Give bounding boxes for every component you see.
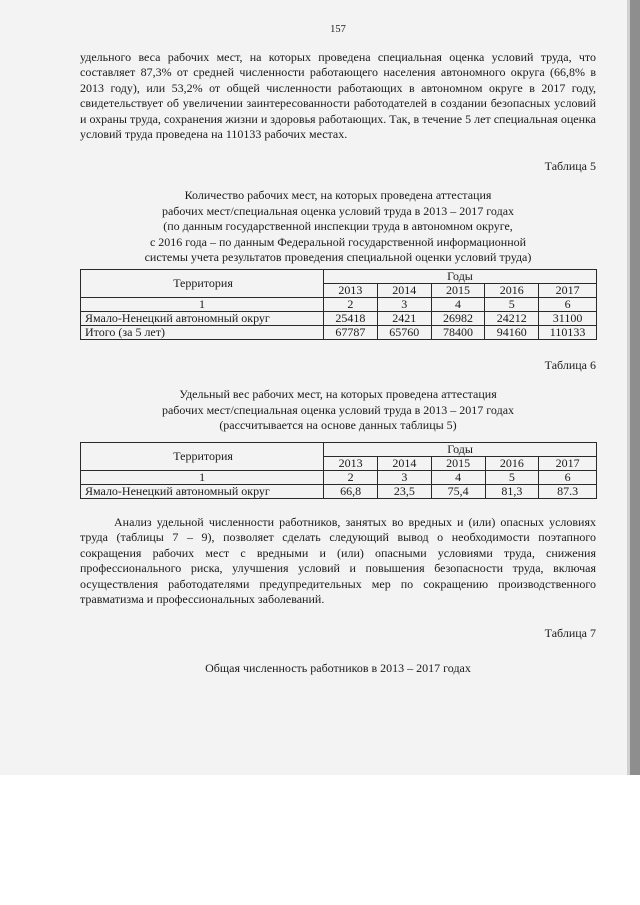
table-header-row: [81, 269, 597, 283]
column-number: 4: [431, 470, 485, 484]
value-cell: 23,5: [378, 484, 432, 498]
column-number: 2: [324, 297, 378, 311]
value-cell: 2421: [377, 311, 431, 325]
column-number: 5: [485, 297, 539, 311]
value-cell: 24212: [485, 311, 539, 325]
column-number-row: [81, 297, 597, 311]
years-header: Годы: [324, 442, 597, 456]
year-cell: 2014: [377, 283, 431, 297]
value-cell: 26982: [431, 311, 485, 325]
column-number: 6: [539, 470, 597, 484]
scan-blank-area: [0, 775, 640, 905]
territory-cell: Ямало-Ненецкий автономный округ: [81, 484, 324, 498]
analysis-paragraph: Анализ удельной численности работников, занятых во вредных и (или) опасных условиях труда (таблицы 7 – 9), позволяет сделать следующий вывод о необходимости поэтапного сокращения рабочих мест с вредными и (или) опасными условиями труда, снижения профессионального риска, улучшения условий и повышения безопасности труда, включая осуществления работодателями предупредительных мер по сокращению производственного травматизма и профессиональных заболеваний.: [80, 514, 596, 606]
table5-caption-line: с 2016 года – по данным Федеральной государственной информационной: [149, 234, 527, 249]
table7-caption: Общая численность работников в 2013 – 2017 годах: [205, 661, 471, 675]
table5-caption-line: системы учета результатов проведения специальной оценки условий труда): [144, 250, 532, 264]
table6-label: Таблица 6: [544, 357, 596, 372]
year-cell: 2014: [378, 456, 432, 470]
value-cell: 94160: [485, 325, 539, 339]
table-row: [81, 325, 597, 339]
value-cell: 67787: [324, 325, 378, 339]
table6-caption: [80, 387, 596, 434]
table7-label: Таблица 7: [544, 625, 596, 640]
column-number: 1: [81, 470, 324, 484]
scan-edge: [630, 0, 640, 775]
territory-cell: Итого (за 5 лет): [81, 325, 324, 339]
page-number: 157: [330, 24, 346, 35]
table-row: [81, 484, 597, 498]
table-row: [81, 311, 597, 325]
year-cell: 2015: [431, 283, 485, 297]
value-cell: 75,4: [431, 484, 485, 498]
column-number: 2: [324, 470, 378, 484]
year-cell: 2016: [485, 456, 539, 470]
column-number: 3: [377, 297, 431, 311]
intro-paragraph: удельного веса рабочих мест, на которых проведена специальная оценка условий труда, что составляет 87,3% от средней численности работающего населения автономного округа (66,8% в 2013 году), или 53,2% от общей численности работающих в автономном округе в 2017 году, свидетельствует об увеличении заинтересованности работодателей в создании безопасных условий и охраны труда, сохранения жизни и здоровья работающих. Так, в течение 5 лет специальная оценка условий труда проведена на 110133 рабочих местах.: [80, 49, 596, 141]
column-number: 6: [539, 297, 597, 311]
year-cell: 2013: [324, 456, 378, 470]
table6-caption-line: (рассчитывается на основе данных таблицы 5): [219, 418, 457, 432]
value-cell: 66,8: [324, 484, 378, 498]
table5: [80, 269, 597, 340]
value-cell: 25418: [324, 311, 378, 325]
value-cell: 110133: [539, 325, 597, 339]
table5-caption-line: рабочих мест/специальная оценка условий труда в 2013 – 2017 годах: [161, 203, 515, 218]
table6-caption-line: рабочих мест/специальная оценка условий труда в 2013 – 2017 годах: [161, 402, 515, 417]
table5-label: Таблица 5: [544, 158, 596, 173]
territory-header: Территория: [81, 442, 324, 470]
year-cell: 2016: [485, 283, 539, 297]
table-header-row: [81, 442, 597, 456]
column-number: 1: [81, 297, 324, 311]
column-number: 4: [431, 297, 485, 311]
column-number: 5: [485, 470, 539, 484]
value-cell: 87.3: [539, 484, 597, 498]
table5-caption-line: (по данным государственной инспекции труда в автономном округе,: [163, 219, 513, 233]
year-cell: 2017: [539, 456, 597, 470]
value-cell: 31100: [539, 311, 597, 325]
year-cell: 2013: [324, 283, 378, 297]
years-header: Годы: [324, 269, 597, 283]
territory-header: Территория: [81, 269, 324, 297]
table5-caption: [80, 188, 596, 266]
column-number: 3: [378, 470, 432, 484]
document-body: [80, 22, 596, 677]
column-number-row: [81, 470, 597, 484]
table6: [80, 442, 597, 499]
year-cell: 2017: [539, 283, 597, 297]
year-cell: 2015: [431, 456, 485, 470]
table6-caption-line: Удельный вес рабочих мест, на которых проведена аттестация: [179, 387, 497, 401]
value-cell: 81,3: [485, 484, 539, 498]
value-cell: 78400: [431, 325, 485, 339]
table5-caption-line: Количество рабочих мест, на которых проведена аттестация: [184, 188, 492, 202]
territory-cell: Ямало-Ненецкий автономный округ: [81, 311, 324, 325]
value-cell: 65760: [377, 325, 431, 339]
